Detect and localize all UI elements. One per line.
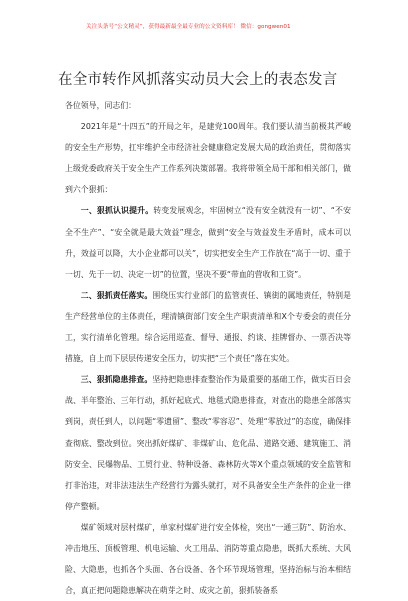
paragraph-text: 转变发展观念，牢固树立“没有安全就没有一切”、“不安全不生产”、“安全就是最大效益”理念，做到“安全与效益发生矛盾时，成本可以升，效益可以降，大小企业都可以关”，切实把安全生产工作放在“高于一切、重于一切、先于一切、决定一切”的位置，坚决不要“带血的营收和工资”。 <box>65 206 351 279</box>
paragraph-responsibility <box>65 285 351 369</box>
page-title: 在全市转作风抓落实动员大会上的表态发言 <box>58 72 338 88</box>
document-body <box>65 95 351 601</box>
paragraph-lead: 二、狠抓责任落实。 <box>80 290 153 300</box>
salutation: 各位领导，同志们： <box>65 101 137 110</box>
paragraph-awareness <box>65 200 351 284</box>
paragraph-lead: 一、狠抓认识提升。 <box>80 206 154 216</box>
paragraph-intro <box>65 116 351 200</box>
paragraph-hazard-inspection <box>65 369 351 517</box>
header-banner: 关注头条号“公文精灵”，获得最新最全最专业的公文资料库！ 微信：gongwen01 <box>86 24 291 30</box>
paragraph-text: 坚持把隐患排查整治作为最重要的基础工作，做实百日会战、半年整治、三年行动，抓好起底式、地毯式隐患排查，对查出的隐患全部落实到岗，责任到人，以问题“零遗留”、整改“零容忍”、处理“零放过”的态度，确保排查彻底、整改到位。突出抓好煤矿、非煤矿山、危化品、道路交通、建筑施工、消防安全、民爆物品、工贸行业、特种设备、森林防火等X个重点领域的安全监管和打非治违，对非法违法生产经营行为露头就打，对不具备安全生产条件的企业一律停产整顿。 <box>65 375 351 511</box>
paragraph-text: 围绕压实行业部门的监管责任、镇街的属地责任，特别是生产经营单位的主体责任，理清镇街部门安全生产职责清单和X个专委会的责任分工，实行清单化管理。综合运用巡查、督导、通报、约谈、挂牌督办、一票否决等措施，自上而下层层传递安全压力，切实把“三个责任”落在实处。 <box>65 290 351 364</box>
paragraph-text: 2021年是“十四五”的开局之年，是建党100周年。我们要认清当前极其严峻的安全生产形势，扛牢维护全市经济社会健康稳定发展大局的政治责任，贯彻落实上级党委政府关于安全生产工作系列决策部署。我将带领全局干部和相关部门，做到六个狠抓： <box>65 122 351 195</box>
paragraph-coal-mines <box>65 517 351 601</box>
paragraph-lead: 三、狠抓隐患排查。 <box>80 375 153 385</box>
paragraph-text: 煤矿领域对层村煤矿，单家村煤矿进行安全体检，突出“一通三防”、防治水、冲击地压、顶板管理、机电运输、火工用品、消防等重点隐患，既抓大系统、大风险、大隐患，也抓各个头面、各台设备、各个环节现场管理，坚持治标与治本相结合，真正把问题隐患解决在萌芽之时、成灾之前，狠抓装备系 <box>65 522 351 596</box>
